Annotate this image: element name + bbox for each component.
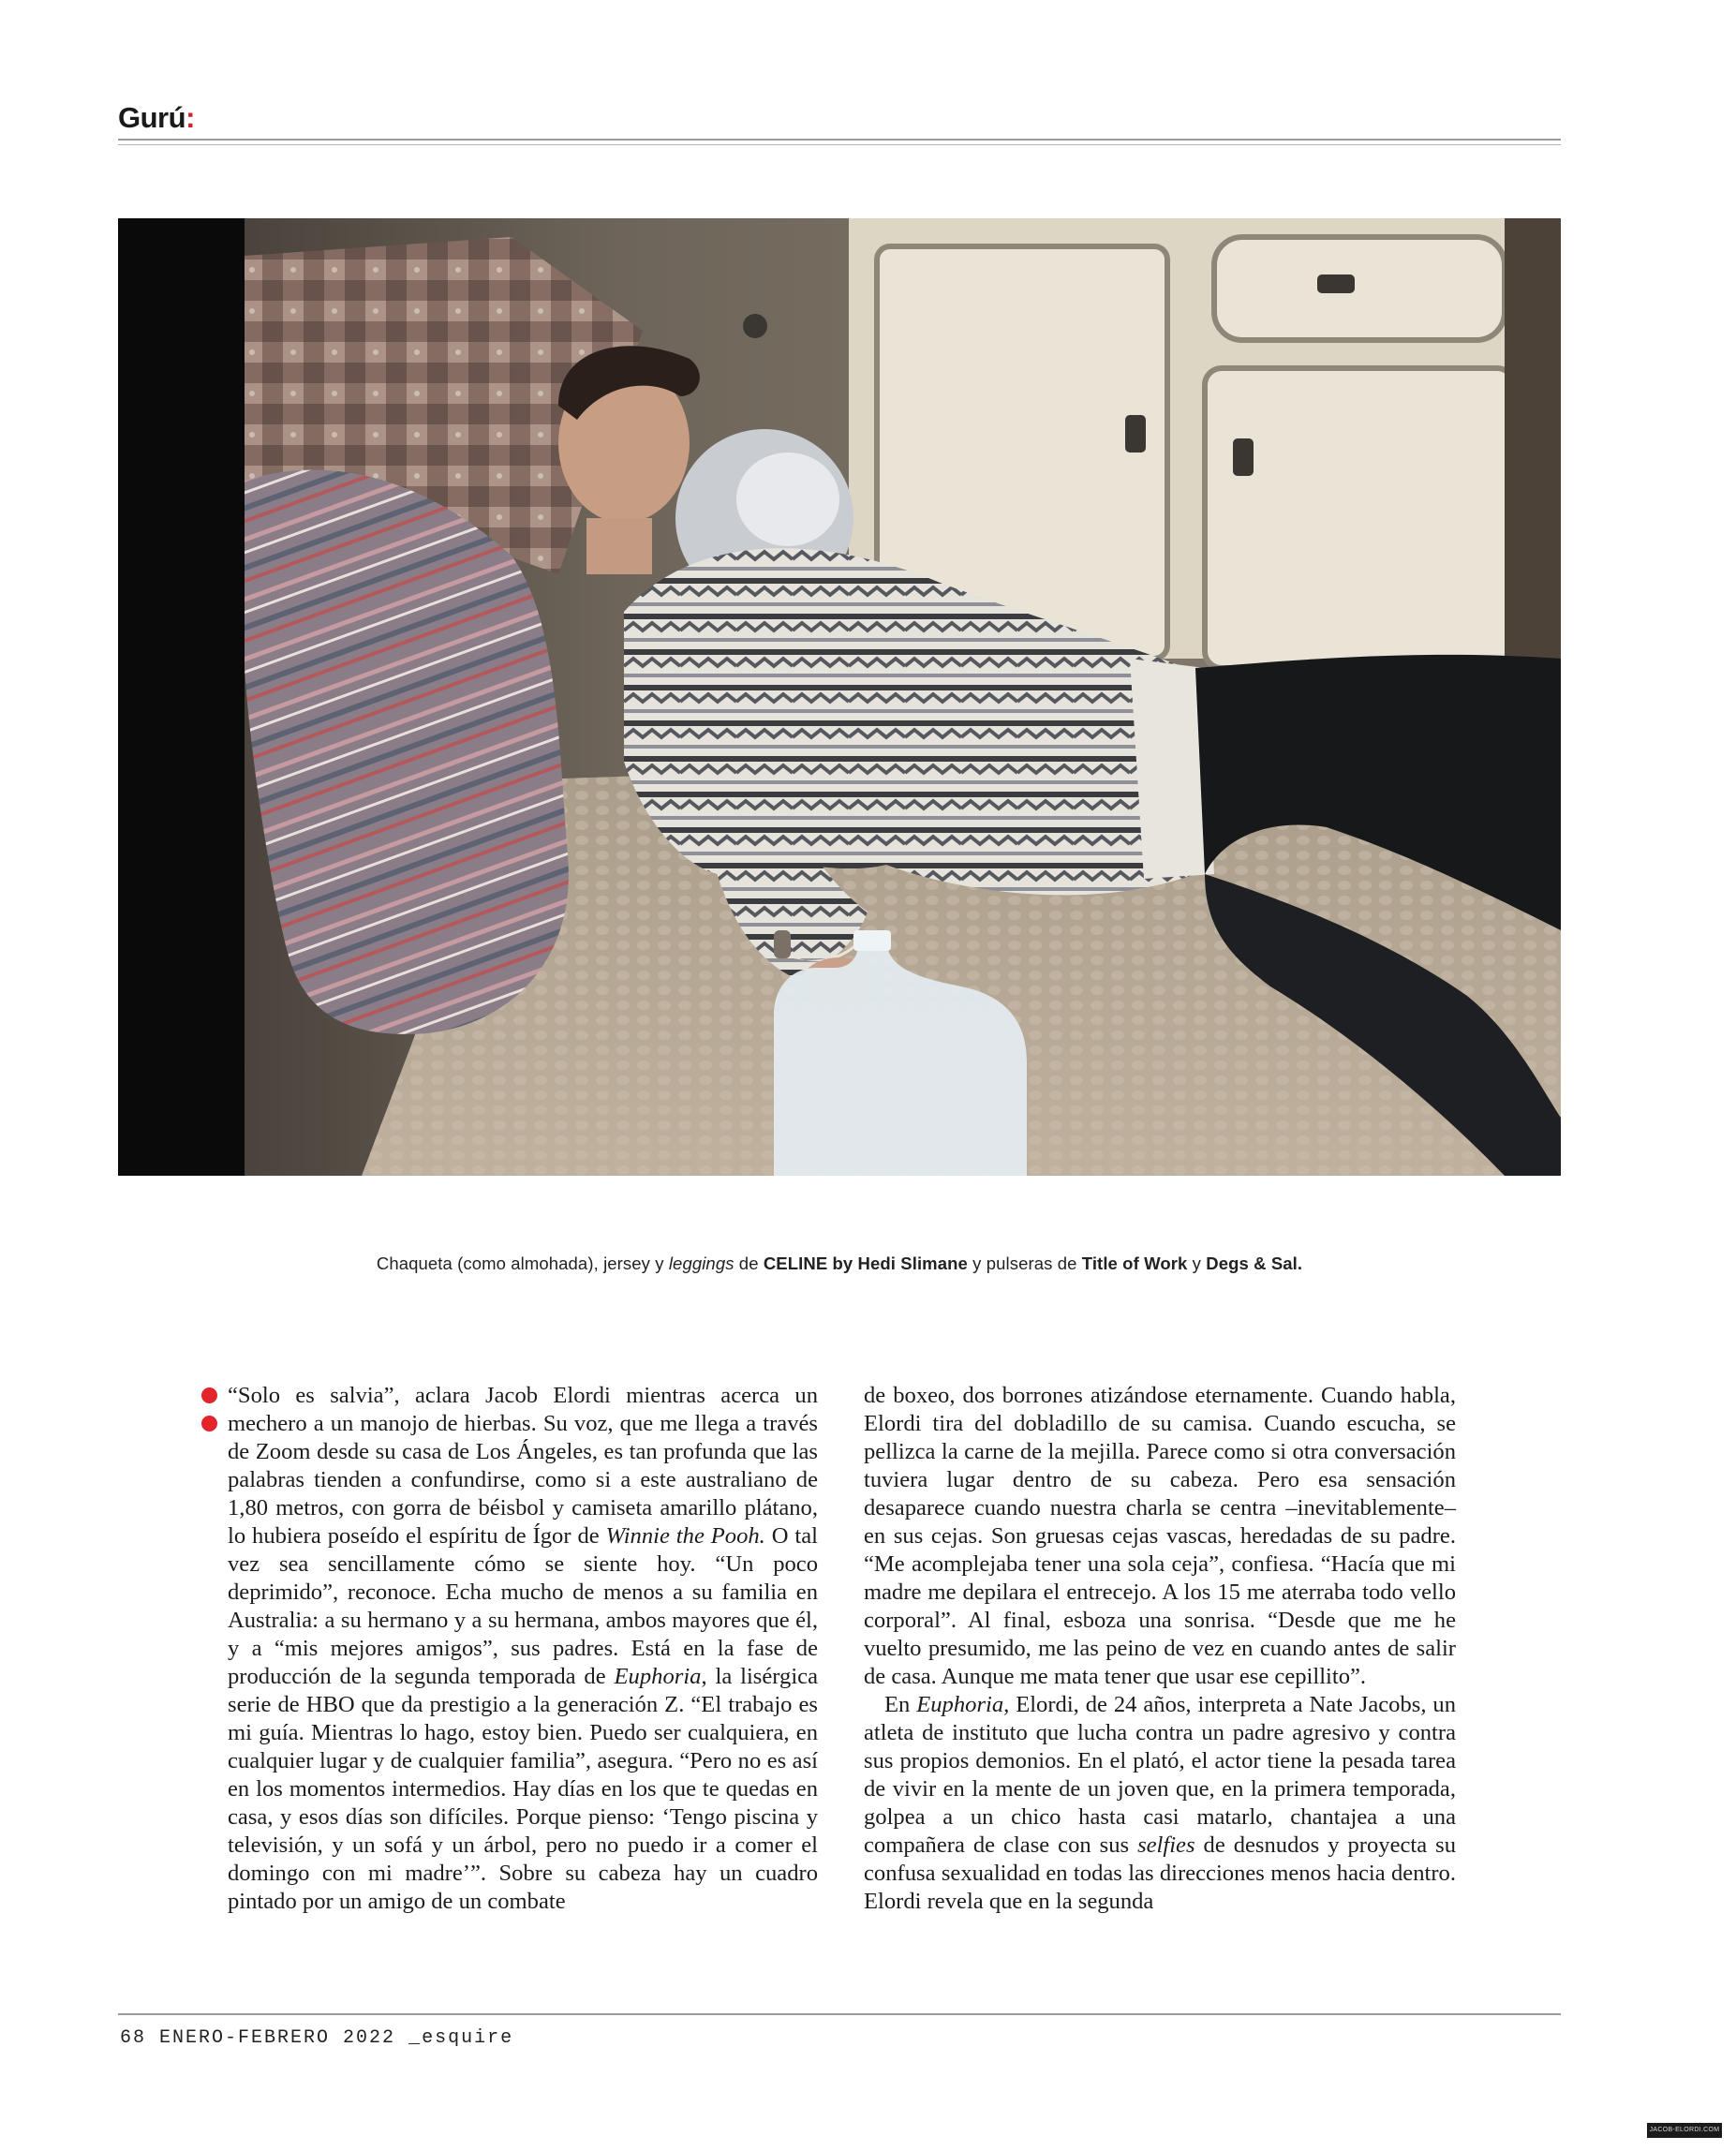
article-text: “Solo es salvia”, aclara Jacob Elordi mientras acerca un mechero a un manojo de hierbas. Su voz, que me llega a través de Zoom desde su casa de Los Ángeles, es tan profunda que las palabras tienden a confundirse, como si a este australiano de 1,80 metros, con gorra de béisbol y camiseta amarillo plátano, lo hubiera poseído el espíritu de Ígor de bbox=[228, 1383, 818, 1549]
article-column-left bbox=[228, 1382, 818, 1916]
section-title bbox=[118, 101, 195, 134]
caption-text: de bbox=[734, 1254, 764, 1273]
red-bullet-icon bbox=[201, 1387, 217, 1403]
article-text: de desnudos y proyecta su confusa sexualidad en todas las direcciones menos hacia dentro. Elordi revela que en la segunda bbox=[864, 1832, 1456, 1914]
article-column-right bbox=[864, 1382, 1456, 1916]
magazine-brand: _esquire bbox=[408, 2027, 514, 2049]
caption-brand: Degs & Sal. bbox=[1206, 1254, 1303, 1273]
page-footer bbox=[120, 2027, 513, 2049]
red-bullet-icon bbox=[201, 1416, 217, 1432]
article-paragraph bbox=[864, 1691, 1456, 1916]
caption-italic: leggings bbox=[668, 1254, 734, 1273]
article-paragraph bbox=[228, 1382, 818, 1916]
header-rule bbox=[118, 139, 1561, 145]
feature-photo bbox=[118, 218, 1561, 1176]
caption-text: y pulseras de bbox=[967, 1254, 1082, 1273]
footer-rule bbox=[118, 2013, 1561, 2015]
photo-image bbox=[118, 218, 1561, 1176]
page-number: 68 bbox=[120, 2027, 147, 2049]
article-text: En bbox=[884, 1692, 917, 1717]
article-italic: Euphoria, bbox=[916, 1692, 1010, 1717]
section-header bbox=[118, 101, 1561, 135]
caption-brand: CELINE by Hedi Slimane bbox=[763, 1254, 968, 1273]
article-italic: Winnie the Pooh. bbox=[605, 1523, 765, 1549]
article-text: O tal vez sea sencillamente cómo se siente hoy. “Un poco deprimido”, reconoce. Echa mucho de menos a su familia en Australia: a su hermano y a su hermana, ambos mayores que él, y a “mis mejores amigos”, sus padres. Está en la fase de producción de la segunda temporada de bbox=[228, 1523, 818, 1689]
caption-text: Chaqueta (como almohada), jersey y bbox=[376, 1254, 669, 1273]
article-italic: selfies bbox=[1137, 1832, 1195, 1858]
watermark: JACOB-ELORDI.COM bbox=[1647, 2123, 1722, 2138]
article-italic: Euphoria bbox=[614, 1664, 702, 1689]
article-text: , la lisérgica serie de HBO que da prestigio a la generación Z. “El trabajo es mi guía. Mientras lo hago, estoy bien. Puedo ser cualquiera, en cualquier lugar y de cualquier familia”, asegura. “Pero no es así en los momentos intermedios. Hay días en los que te quedas en casa, y esos días son difíciles. Porque pienso: ‘Tengo piscina y televisión, y un sofá y un árbol, pero no puedo ir a comer el domingo con mi madre’”. Sobre su cabeza hay un cuadro pintado por un amigo de un combate bbox=[228, 1664, 818, 1914]
article-paragraph: de boxeo, dos borrones atizándose eternamente. Cuando habla, Elordi tira del dobladillo de su camisa. Cuando escucha, se pellizca la carne de la mejilla. Parece como si otra conversación tuviera lugar dentro de su cabeza. Pero esa sensación desaparece cuando nuestra charla se centra –inevitablemente– en sus cejas. Son gruesas cejas vascas, heredadas de su padre. “Me acomplejaba tener una sola ceja”, confiesa. “Hacía que mi madre me depilara el entrecejo. A los 15 me aterraba todo vello corporal”. Al final, esboza una sonrisa. “Desde que me he vuelto presumido, me las peino de vez en cuando antes de salir de casa. Aunque me mata tener que usar ese cepillito”. bbox=[864, 1383, 1456, 1689]
section-colon: : bbox=[185, 101, 195, 134]
caption-brand: Title of Work bbox=[1081, 1254, 1188, 1273]
photo-caption bbox=[118, 1254, 1561, 1274]
article-text: Elordi, de 24 años, interpreta a Nate Jacobs, un atleta de instituto que lucha contra un padre agresivo y contra sus propios demonios. En el plató, el actor tiene la pesada tarea de vivir en la mente de un joven que, en la primera temporada, golpea a un chico hasta casi matarlo, chantajea a una compañera de clase con sus bbox=[864, 1692, 1456, 1858]
issue-date: ENERO-FEBRERO 2022 bbox=[159, 2027, 396, 2049]
lead-dots bbox=[201, 1382, 220, 1444]
caption-text: y bbox=[1187, 1254, 1207, 1273]
section-name: Gurú bbox=[118, 101, 186, 134]
